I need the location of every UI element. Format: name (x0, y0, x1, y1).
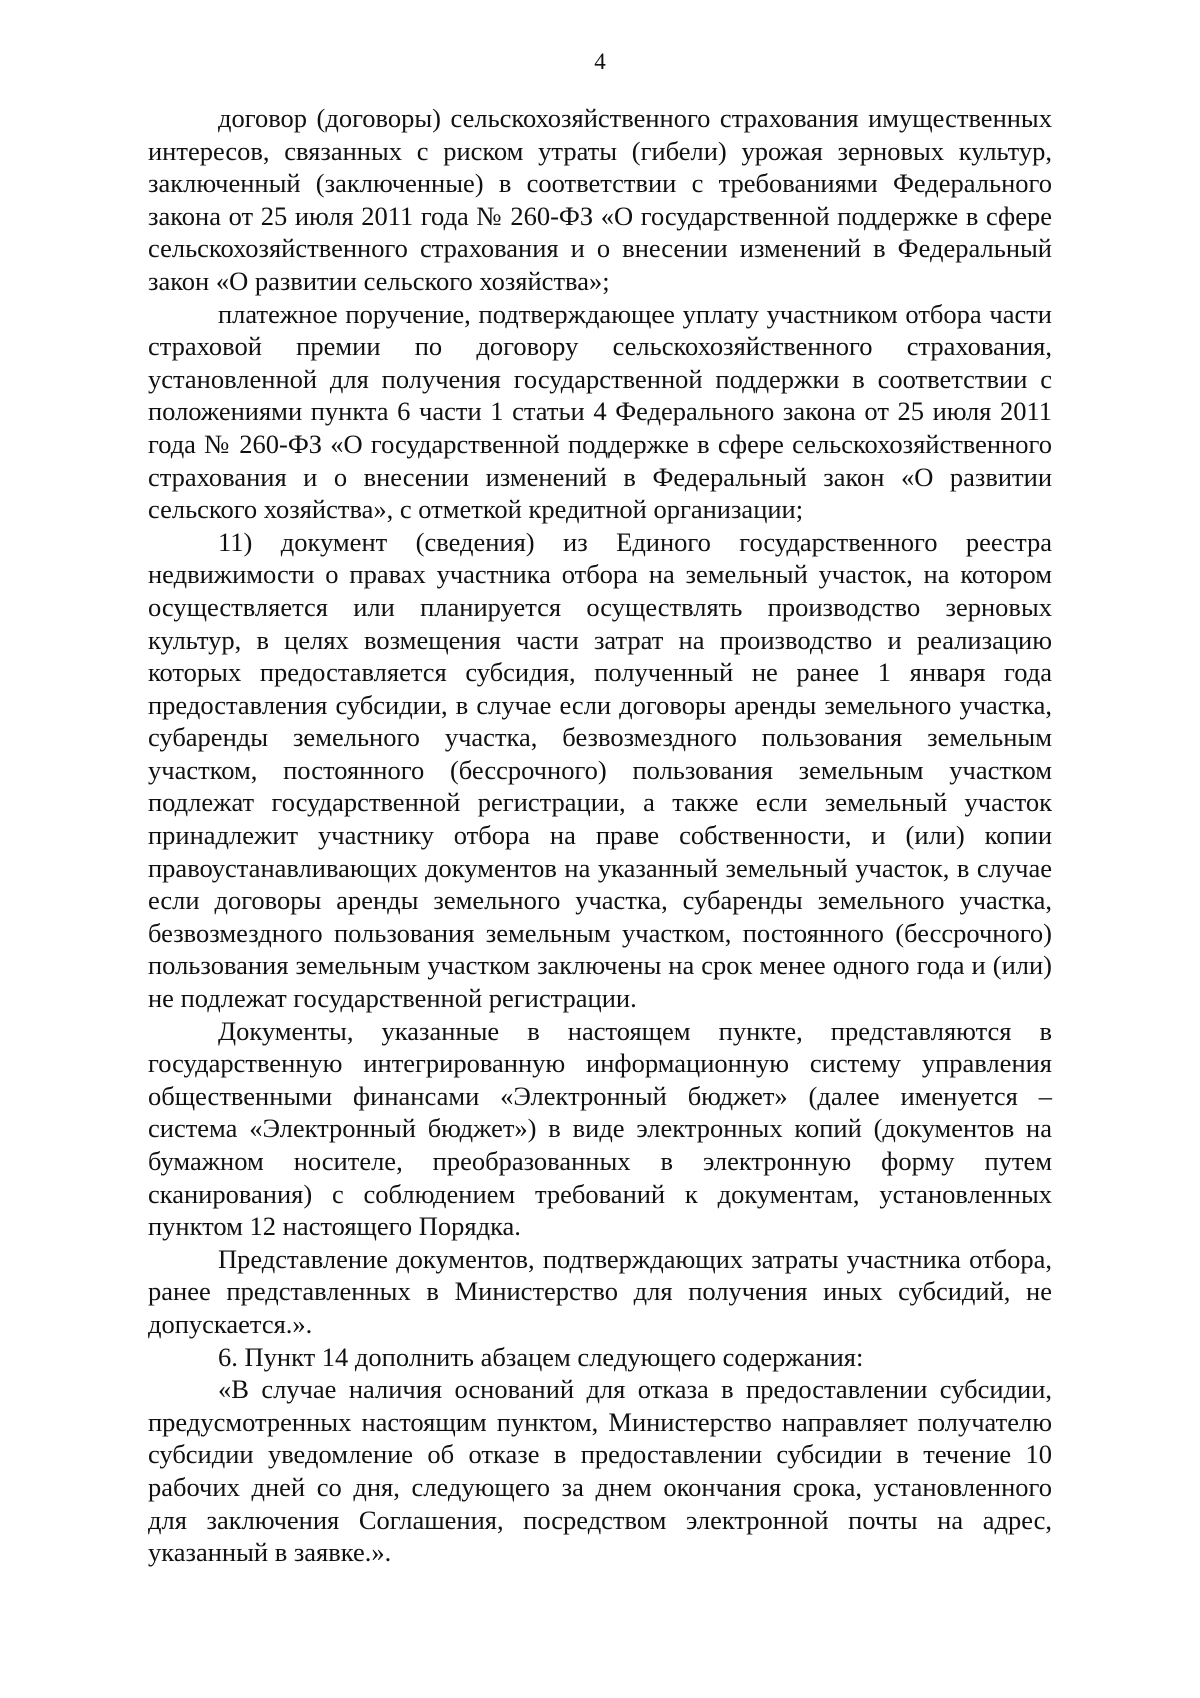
paragraph-payment-order: платежное поручение, подтверждающее уплату участником отбора части страховой премии по договору сельскохозяйственного страхования, установленной для получения государственной поддержки в соответствии с положениями пункта 6 части 1 статьи 4 Федерального закона от 25 июля 2011 года № 260-ФЗ «О государственной поддержке в сфере сельскохозяйственного страхования и о внесении изменений в Федеральный закон «О развитии сельского хозяйства», с отметкой кредитной организации; (148, 298, 1052, 525)
document-body (148, 102, 1052, 1569)
paragraph-item-11-land-registry: 11) документ (сведения) из Единого государственного реестра недвижимости о правах участника отбора на земельный участок, на котором осуществляется или планируется осуществлять производство зерновых культур, в целях возмещения части затрат на производство и реализацию которых предоставляется субсидия, полученный не ранее 1 января года предоставления субсидии, в случае если договоры аренды земельного участка, субаренды земельного участка, безвозмездного пользования земельным участком, постоянного (бессрочного) пользования земельным участком подлежат государственной регистрации, а также если земельный участок принадлежит участнику отбора на праве собственности, и (или) копии правоустанавливающих документов на указанный земельный участок, в случае если договоры аренды земельного участка, субаренды земельного участка, безвозмездного пользования земельным участком, постоянного (бессрочного) пользования земельным участком заключены на срок менее одного года и (или) не подлежат государственной регистрации. (148, 526, 1052, 1014)
paragraph-point-6: 6. Пункт 14 дополнить абзацем следующего содержания: (218, 1341, 864, 1372)
paragraph-refusal-notice: «В случае наличия оснований для отказа в предоставлении субсидии, предусмотренных настоящим пунктом, Министерство направляет получателю субсидии уведомление об отказе в предоставлении субсидии в течение 10 рабочих дней со дня, следующего за днем окончания срока, установленного для заключения Соглашения, посредством электронной почты на адрес, указанный в заявке.». (148, 1374, 1052, 1568)
page-number: 4 (594, 49, 606, 74)
paragraph-documents-not-allowed: Представление документов, подтверждающих затраты участника отбора, ранее представленных в Министерство для получения иных субсидий, не допускается.». (148, 1243, 1052, 1339)
paragraph-insurance-contract: договор (договоры) сельскохозяйственного страхования имущественных интересов, связанных с риском утраты (гибели) урожая зерновых культур, заключенный (заключенные) в соответствии с требованиями Федерального закона от 25 июля 2011 года № 260-ФЗ «О государственной поддержке в сфере сельскохозяйственного страхования и о внесении изменений в Федеральный закон «О развитии сельского хозяйства»; (148, 103, 1052, 296)
paragraph-electronic-budget: Документы, указанные в настоящем пункте, представляются в государственную интегрированную информационную систему управления общественными финансами «Электронный бюджет» (далее именуется – система «Электронный бюджет») в виде электронных копий (документов на бумажном носителе, преобразованных в электронную форму путем сканирования) с соблюдением требований к документам, установленных пунктом 12 настоящего Порядка. (148, 1015, 1052, 1242)
